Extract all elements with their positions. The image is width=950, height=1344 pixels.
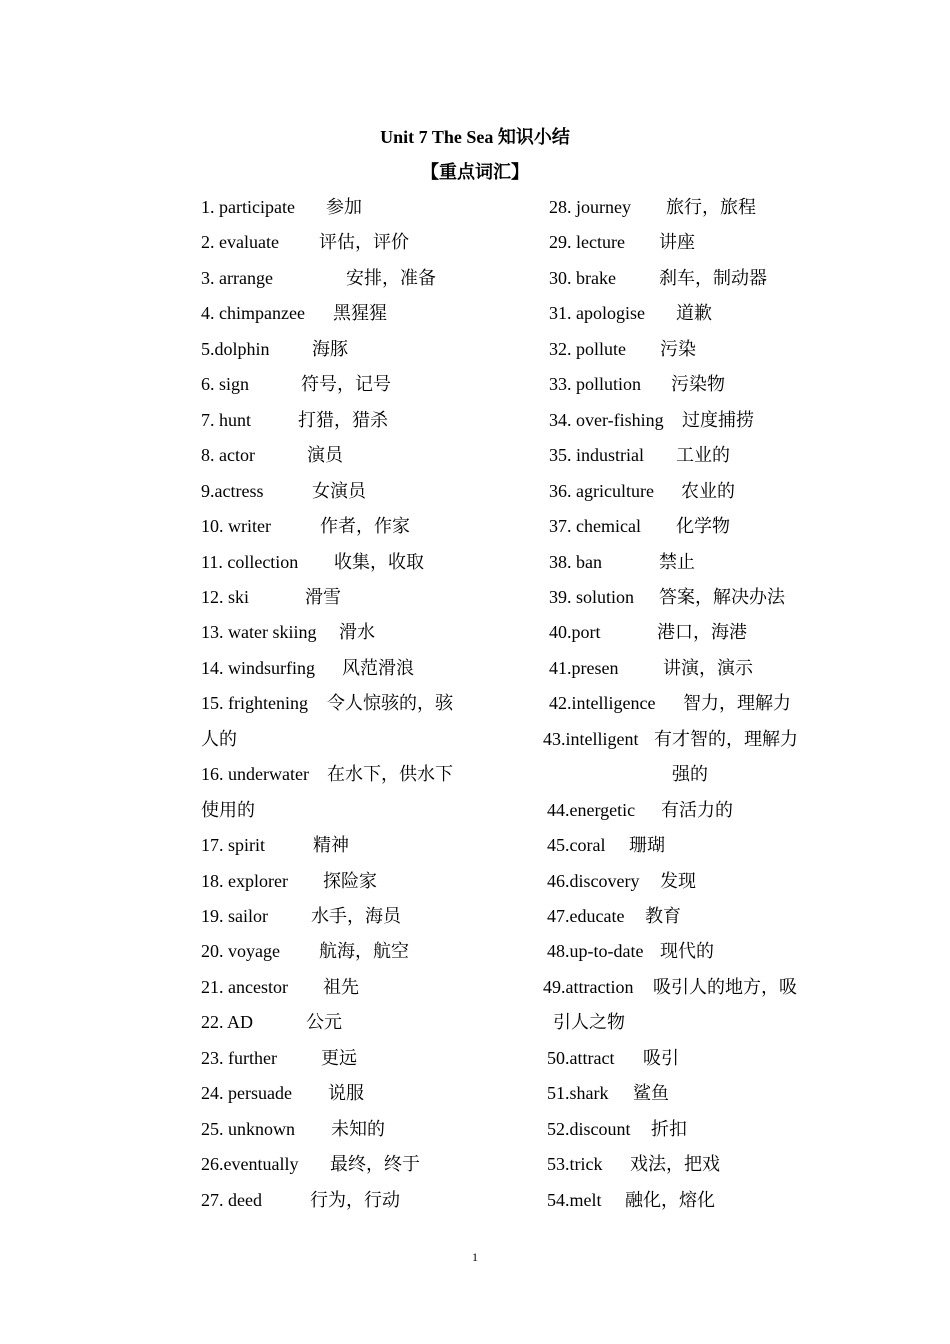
vocab-word: 15. frightening <box>201 693 308 714</box>
vocab-meaning: 更远 <box>321 1047 357 1068</box>
vocab-word: 46.discovery <box>547 870 640 891</box>
vocab-meaning: 祖先 <box>323 976 359 997</box>
vocab-word: 44.energetic <box>547 799 636 820</box>
vocab-word: 2. evaluate <box>201 232 279 253</box>
vocab-entry <box>543 726 798 752</box>
vocab-entry <box>201 407 388 433</box>
vocab-word: 37. chemical <box>549 516 641 537</box>
vocab-word: 5.dolphin <box>201 338 270 359</box>
vocab-word: 16. underwater <box>201 764 309 785</box>
vocab-entry <box>201 1187 400 1213</box>
vocab-entry <box>549 265 767 291</box>
vocab-meaning: 珊瑚 <box>629 835 665 856</box>
vocab-entry <box>201 513 410 539</box>
vocab-entry <box>547 832 665 858</box>
vocab-word: 51.shark <box>547 1083 609 1104</box>
vocab-entry <box>201 1009 342 1035</box>
vocab-word: 20. voyage <box>201 941 280 962</box>
vocab-word: 30. brake <box>549 267 616 288</box>
vocab-entry <box>547 903 681 929</box>
vocab-entry <box>549 407 754 433</box>
vocab-entry <box>201 938 409 964</box>
vocab-meaning: 污染 <box>660 338 696 359</box>
vocab-meaning: 港口，海港 <box>657 622 747 643</box>
vocab-meaning: 收集，收取 <box>334 551 424 572</box>
vocab-word: 42.intelligence <box>549 693 656 714</box>
vocab-entry <box>549 229 695 255</box>
vocab-word: 49.attraction <box>543 976 634 997</box>
vocab-entry <box>201 1080 364 1106</box>
vocab-meaning: 旅行，旅程 <box>666 197 756 217</box>
vocab-meaning: 最终，终于 <box>330 1154 420 1175</box>
vocab-word: 25. unknown <box>201 1118 295 1139</box>
vocab-meaning: 女演员 <box>312 480 366 501</box>
vocab-entry <box>201 442 343 468</box>
vocab-word: 1. participate <box>201 197 295 217</box>
vocab-entry <box>201 655 414 681</box>
vocab-entry <box>201 690 453 716</box>
vocab-meaning: 安排，准备 <box>346 267 436 288</box>
vocab-meaning: 有活力的 <box>661 799 733 820</box>
vocab-entry <box>543 974 797 1000</box>
vocab-meaning-continuation: 人的 <box>201 728 237 749</box>
vocab-meaning-continuation: 使用的 <box>201 799 255 820</box>
vocab-meaning: 农业的 <box>681 480 735 501</box>
vocab-meaning: 精神 <box>313 835 349 856</box>
vocab-entry <box>547 1045 679 1071</box>
vocab-word: 19. sailor <box>201 906 268 926</box>
vocab-word: 11. collection <box>201 551 299 572</box>
vocab-word: 24. persuade <box>201 1083 292 1104</box>
vocab-word: 7. hunt <box>201 409 252 430</box>
vocab-word: 14. windsurfing <box>201 657 315 678</box>
vocab-entry <box>549 619 747 645</box>
vocab-meaning: 化学物 <box>676 516 730 537</box>
vocab-word: 9.actress <box>201 480 264 501</box>
vocab-word: 50.attract <box>547 1047 615 1068</box>
vocab-word: 29. lecture <box>549 232 625 253</box>
vocab-meaning: 吸引 <box>643 1047 679 1068</box>
vocab-entry <box>201 229 409 255</box>
vocab-meaning: 融化，熔化 <box>625 1189 715 1210</box>
vocab-entry <box>201 300 387 326</box>
vocab-meaning: 作者，作家 <box>320 516 410 537</box>
vocab-meaning: 评估，评价 <box>319 232 409 253</box>
vocab-word: 13. water skiing <box>201 622 317 643</box>
vocab-meaning: 参加 <box>326 197 362 217</box>
vocab-word: 21. ancestor <box>201 976 288 997</box>
vocab-word: 40.port <box>549 622 601 643</box>
vocab-entry <box>549 194 756 220</box>
vocab-entry <box>201 903 401 929</box>
vocab-entry <box>201 619 375 645</box>
vocab-entry <box>201 478 366 504</box>
vocab-meaning: 公元 <box>306 1012 342 1033</box>
vocab-meaning: 说服 <box>328 1083 364 1104</box>
vocab-word: 52.discount <box>547 1118 631 1139</box>
vocab-entry <box>547 938 714 964</box>
vocab-entry <box>549 513 730 539</box>
vocab-word: 26.eventually <box>201 1154 299 1175</box>
vocab-word: 4. chimpanzee <box>201 303 305 324</box>
vocab-word: 34. over-fishing <box>549 409 664 430</box>
vocab-meaning: 演员 <box>307 445 343 466</box>
vocab-word: 10. writer <box>201 516 271 537</box>
vocab-meaning: 水手，海员 <box>311 906 401 926</box>
vocab-entry <box>201 549 424 575</box>
vocab-word: 48.up-to-date <box>547 941 644 962</box>
vocab-entry <box>201 761 453 787</box>
vocab-word: 18. explorer <box>201 870 288 891</box>
vocab-entry <box>549 549 695 575</box>
vocab-meaning: 现代的 <box>660 941 714 962</box>
vocab-word: 47.educate <box>547 906 625 926</box>
vocab-meaning: 污染物 <box>671 374 725 395</box>
vocab-word: 41.presen <box>549 657 619 678</box>
vocab-word: 45.coral <box>547 835 606 856</box>
vocab-word: 27. deed <box>201 1189 262 1210</box>
vocab-entry <box>549 690 791 716</box>
vocab-meaning: 讲演，演示 <box>663 657 753 678</box>
vocab-meaning: 行为，行动 <box>310 1189 400 1210</box>
vocab-entry <box>201 1045 357 1071</box>
vocab-entry <box>201 371 391 397</box>
vocab-word: 12. ski <box>201 586 250 607</box>
vocab-meaning-continuation: 强的 <box>672 764 708 785</box>
vocab-entry <box>201 265 436 291</box>
page-title: Unit 7 The Sea 知识小结 <box>380 127 570 147</box>
vocab-word: 31. apologise <box>549 303 645 324</box>
vocab-meaning: 发现 <box>660 870 696 891</box>
vocab-entry <box>201 1151 420 1177</box>
vocab-entry <box>549 442 730 468</box>
vocab-meaning-continuation: 引人之物 <box>553 1012 625 1033</box>
vocab-meaning: 令人惊骇的，骇 <box>327 693 453 714</box>
vocab-meaning: 过度捕捞 <box>682 409 754 430</box>
vocab-entry <box>547 868 696 894</box>
vocab-word: 23. further <box>201 1047 277 1068</box>
vocab-entry <box>547 1187 715 1213</box>
vocab-meaning: 风范滑浪 <box>342 657 414 678</box>
vocab-meaning: 海豚 <box>312 338 348 359</box>
vocab-entry <box>547 1151 720 1177</box>
vocab-word: 33. pollution <box>549 374 642 395</box>
vocab-meaning: 未知的 <box>331 1118 385 1139</box>
vocab-entry <box>549 371 725 397</box>
vocab-word: 6. sign <box>201 374 250 395</box>
vocab-entry <box>549 655 753 681</box>
vocab-entry <box>201 868 377 894</box>
vocab-meaning: 滑水 <box>339 622 375 643</box>
vocab-word: 54.melt <box>547 1189 602 1210</box>
vocab-meaning: 鲨鱼 <box>633 1083 669 1104</box>
vocab-entry <box>549 300 712 326</box>
vocab-entry <box>547 1080 669 1106</box>
vocab-meaning: 道歉 <box>676 303 712 324</box>
vocab-meaning: 吸引人的地方，吸 <box>653 976 797 997</box>
vocab-word: 8. actor <box>201 445 255 466</box>
page-number: 1 <box>472 1250 478 1264</box>
vocab-meaning: 在水下，供水下 <box>327 764 453 785</box>
vocab-meaning: 航海，航空 <box>319 941 409 962</box>
vocab-word: 35. industrial <box>549 445 644 466</box>
vocab-meaning: 工业的 <box>676 445 730 466</box>
section-heading: 【重点词汇】 <box>421 162 529 182</box>
vocab-word: 39. solution <box>549 586 635 607</box>
vocab-entry <box>549 336 696 362</box>
vocab-entry <box>549 478 735 504</box>
vocab-meaning: 折扣 <box>651 1118 687 1139</box>
vocab-meaning: 滑雪 <box>305 586 341 607</box>
vocab-entry <box>201 194 362 220</box>
vocab-word: 32. pollute <box>549 338 626 359</box>
vocab-meaning: 刹车，制动器 <box>659 267 767 288</box>
vocab-word: 43.intelligent <box>543 728 639 749</box>
vocab-entry <box>547 797 733 823</box>
vocab-word: 3. arrange <box>201 267 273 288</box>
vocab-meaning: 探险家 <box>323 870 377 891</box>
vocab-entry <box>201 832 349 858</box>
vocab-entry <box>547 1116 687 1142</box>
vocab-entry <box>201 974 359 1000</box>
vocab-meaning: 打猎，猎杀 <box>298 409 388 430</box>
vocab-entry <box>549 584 785 610</box>
vocab-word: 38. ban <box>549 551 602 572</box>
vocab-meaning: 讲座 <box>659 232 695 253</box>
vocab-word: 17. spirit <box>201 835 266 856</box>
vocab-word: 53.trick <box>547 1154 603 1175</box>
vocab-entry <box>201 1116 385 1142</box>
vocab-word: 28. journey <box>549 197 631 217</box>
vocab-meaning: 答案，解决办法 <box>659 586 785 607</box>
vocab-entry <box>201 584 341 610</box>
vocab-meaning: 符号，记号 <box>301 374 391 395</box>
vocab-word: 36. agriculture <box>549 480 654 501</box>
vocab-meaning: 智力，理解力 <box>683 693 791 714</box>
vocab-meaning: 黑猩猩 <box>333 303 387 324</box>
vocab-word: 22. AD <box>201 1012 254 1033</box>
vocab-meaning: 教育 <box>645 906 681 926</box>
vocab-meaning: 戏法，把戏 <box>630 1154 720 1175</box>
vocab-meaning: 有才智的，理解力 <box>654 728 798 749</box>
vocab-meaning: 禁止 <box>659 551 695 572</box>
vocab-entry <box>201 336 348 362</box>
